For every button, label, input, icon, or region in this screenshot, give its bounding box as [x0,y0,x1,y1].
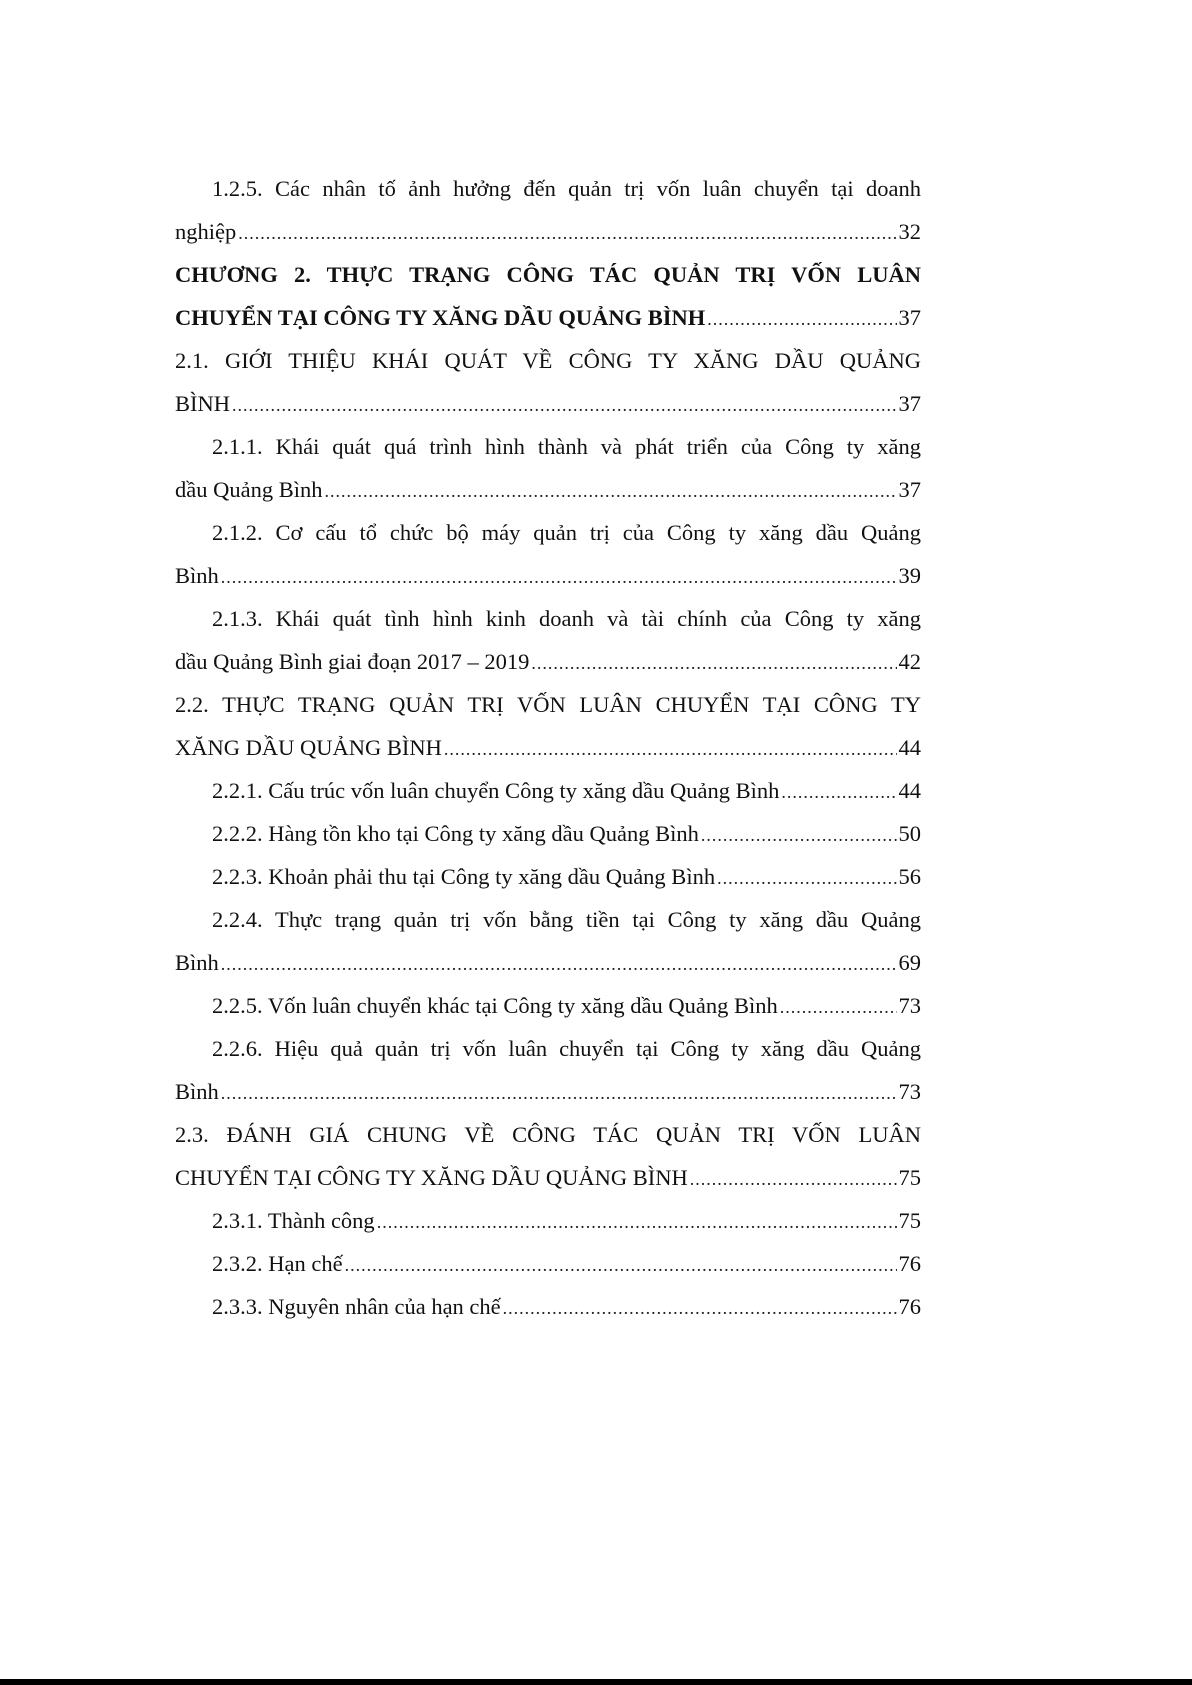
dot-leader [503,1287,897,1330]
toc-entry-row[interactable] [175,855,921,898]
dot-leader [324,470,896,513]
toc-entry-row[interactable] [175,1199,921,1242]
toc-page-number: 76 [898,1294,921,1319]
toc-page-number: 75 [898,1165,921,1190]
dot-leader [780,986,897,1029]
dot-leader [345,1244,897,1287]
toc-page-number: 76 [898,1251,921,1276]
dot-leader [221,556,897,599]
toc-chapter-title-line: CHƯƠNG 2. THỰC TRẠNG CÔNG TÁC QUẢN TRỊ VỐN LUÂN [175,262,921,287]
dot-leader [701,814,897,857]
toc-entry-title-end: dầu Quảng Bình giai đoạn 2017 – 2019 [175,649,530,674]
toc-entry-title-line: 1.2.5. Các nhân tố ảnh hưởng đến quản trị vốn luân chuyển tại doanh [212,176,921,201]
toc-page-number: 37 [898,305,921,330]
toc-entry-title: 2.2.1. Cấu trúc vốn luân chuyển Công ty xăng dầu Quảng Bình [212,778,780,803]
toc-entry-title: 2.3.2. Hạn chế [212,1251,343,1276]
toc-page-number: 69 [898,950,921,975]
toc-entry-title-line: 2.1.3. Khái quát tình hình kinh doanh và tài chính của Công ty xăng [212,606,921,631]
toc-entry-row[interactable] [175,984,921,1027]
toc-entry-row[interactable] [175,1285,921,1328]
toc-entry-row[interactable] [175,468,921,511]
toc-entry-row[interactable] [175,210,921,253]
toc-entry-title-line: 2.2.4. Thực trạng quản trị vốn bằng tiền tại Công ty xăng dầu Quảng [212,907,921,932]
page-bottom-edge [0,1679,1192,1685]
dot-leader [717,857,896,900]
dot-leader [221,943,897,986]
dot-leader [444,728,897,771]
toc-page-number: 37 [898,477,921,502]
toc-entry-row[interactable] [175,812,921,855]
toc-entry-title-end: Bình [175,950,219,975]
dot-leader [781,771,896,814]
dot-leader [707,298,896,341]
toc-entry-title-end: dầu Quảng Bình [175,477,323,502]
toc-page-number: 39 [898,563,921,588]
toc-entry-title-line: 2.2.6. Hiệu quả quản trị vốn luân chuyển tại Công ty xăng dầu Quảng [212,1036,921,1061]
toc-page-number: 37 [898,391,921,416]
table-of-contents [175,167,921,1328]
toc-page-number: 73 [898,1079,921,1104]
toc-entry-title: 2.3.1. Thành công [212,1208,375,1233]
toc-entry-row[interactable] [175,941,921,984]
toc-entry-title: 2.2.5. Vốn luân chuyển khác tại Công ty xăng dầu Quảng Bình [212,993,778,1018]
toc-entry-row[interactable] [175,640,921,683]
toc-page-number: 50 [898,821,921,846]
toc-page-number: 32 [898,219,921,244]
toc-entry-row[interactable] [175,1070,921,1113]
toc-section-title-line: 2.3. ĐÁNH GIÁ CHUNG VỀ CÔNG TÁC QUẢN TRỊ VỐN LUÂN [175,1122,921,1147]
toc-entry-title-end: Bình [175,563,219,588]
toc-entry-row[interactable] [175,769,921,812]
toc-entry-title-end: nghiệp [175,219,237,244]
toc-page-number: 75 [898,1208,921,1233]
dot-leader [531,642,896,685]
dot-leader [221,1072,897,1115]
toc-entry-title-end: Bình [175,1079,219,1104]
toc-section-row[interactable] [175,382,921,425]
dot-leader [377,1201,897,1244]
dot-leader [232,384,897,427]
toc-page-number: 44 [898,778,921,803]
toc-page-number: 44 [898,735,921,760]
dot-leader [238,212,896,255]
toc-entry-title: 2.2.3. Khoản phải thu tại Công ty xăng dầu Quảng Bình [212,864,716,889]
toc-page-number: 73 [898,993,921,1018]
toc-section-title-line: 2.1. GIỚI THIỆU KHÁI QUÁT VỀ CÔNG TY XĂNG DẦU QUẢNG [175,348,921,373]
toc-entry-row[interactable] [175,554,921,597]
toc-section-row[interactable] [175,1156,921,1199]
dot-leader [690,1158,897,1201]
toc-page-number: 42 [898,649,921,674]
toc-section-title-end: CHUYỂN TẠI CÔNG TY XĂNG DẦU QUẢNG BÌNH [175,1165,688,1190]
toc-entry-title: 2.3.3. Nguyên nhân của hạn chế [212,1294,501,1319]
toc-entry-title-line: 2.1.1. Khái quát quá trình hình thành và phát triển của Công ty xăng [212,434,921,459]
toc-entry-title-line: 2.1.2. Cơ cấu tổ chức bộ máy quản trị của Công ty xăng dầu Quảng [212,520,921,545]
toc-chapter-row[interactable] [175,296,921,339]
toc-section-title-line: 2.2. THỰC TRẠNG QUẢN TRỊ VỐN LUÂN CHUYỂN TẠI CÔNG TY [175,692,921,717]
toc-section-title-end: BÌNH [175,391,230,416]
toc-section-title-end: XĂNG DẦU QUẢNG BÌNH [175,735,442,760]
toc-chapter-title-end: CHUYỂN TẠI CÔNG TY XĂNG DẦU QUẢNG BÌNH [175,305,706,330]
toc-entry-title: 2.2.2. Hàng tồn kho tại Công ty xăng dầu Quảng Bình [212,821,699,846]
toc-entry-row[interactable] [175,1242,921,1285]
toc-section-row[interactable] [175,726,921,769]
toc-page-number: 56 [898,864,921,889]
